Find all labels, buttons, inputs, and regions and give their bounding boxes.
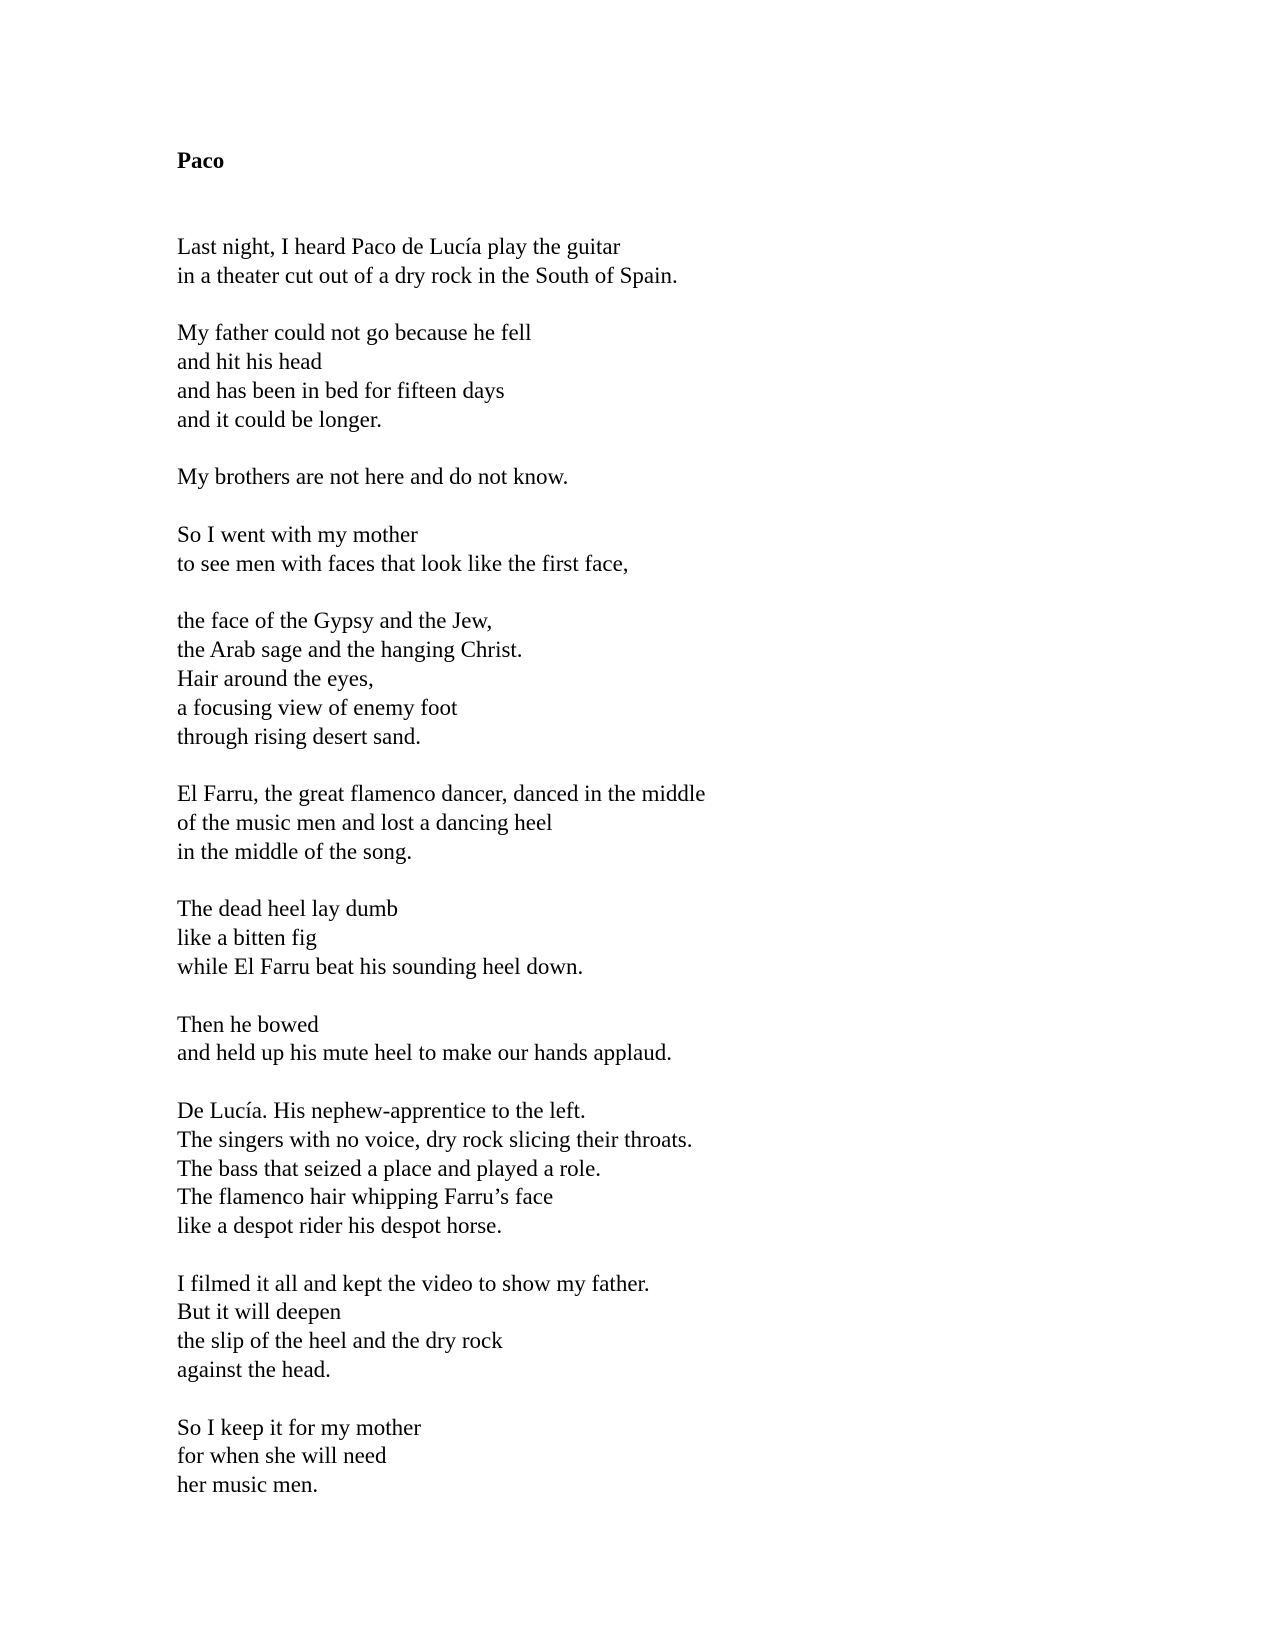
stanza xyxy=(177,319,1177,434)
poem-body xyxy=(177,233,1177,1529)
poem-line: for when she will need xyxy=(177,1443,387,1469)
poem-line: and hit his head xyxy=(177,349,322,375)
poem-line: her music men. xyxy=(177,1472,319,1498)
poem-line: of the music men and lost a dancing heel xyxy=(177,809,553,835)
poem-line: El Farru, the great flamenco dancer, danced in the middle xyxy=(177,781,706,807)
poem-line: the face of the Gypsy and the Jew, xyxy=(177,608,493,634)
poem-line: But it will deepen xyxy=(177,1299,342,1325)
stanza xyxy=(177,1414,1177,1500)
poem-line: De Lucía. His nephew-apprentice to the left. xyxy=(177,1097,586,1123)
poem-line: through rising desert sand. xyxy=(177,723,422,749)
stanza xyxy=(177,780,1177,866)
stanza xyxy=(177,607,1177,751)
poem-line: The flamenco hair whipping Farru’s face xyxy=(177,1184,554,1210)
poem-line: like a despot rider his despot horse. xyxy=(177,1213,503,1239)
poem-line: like a bitten fig xyxy=(177,925,317,951)
poem-line: and has been in bed for fifteen days xyxy=(177,377,505,403)
poem-line: So I keep it for my mother xyxy=(177,1414,422,1440)
poem-line: The bass that seized a place and played a role. xyxy=(177,1155,602,1181)
poem-line: a focusing view of enemy foot xyxy=(177,694,458,720)
poem-line: and held up his mute heel to make our hands applaud. xyxy=(177,1040,673,1066)
poem-line: in a theater cut out of a dry rock in the South of Spain. xyxy=(177,262,678,288)
poem-title: Paco xyxy=(177,148,225,173)
poem-line: Hair around the eyes, xyxy=(177,665,374,691)
poem-line: in the middle of the song. xyxy=(177,838,413,864)
poem-line: to see men with faces that look like the first face, xyxy=(177,550,629,576)
poem-line: the slip of the heel and the dry rock xyxy=(177,1328,503,1354)
stanza xyxy=(177,1011,1177,1069)
poem-line: The dead heel lay dumb xyxy=(177,896,398,922)
poem-line: Last night, I heard Paco de Lucía play the guitar xyxy=(177,234,621,259)
poem-line: The singers with no voice, dry rock slicing their throats. xyxy=(177,1126,693,1152)
stanza xyxy=(177,895,1177,981)
poem-line: My brothers are not here and do not know. xyxy=(177,464,569,490)
stanza xyxy=(177,521,1177,579)
stanza xyxy=(177,463,1177,492)
poem-line: the Arab sage and the hanging Christ. xyxy=(177,637,523,663)
poem-line: while El Farru beat his sounding heel down. xyxy=(177,953,584,979)
poem-line: against the head. xyxy=(177,1357,331,1383)
stanza xyxy=(177,233,1177,291)
poem-line: Then he bowed xyxy=(177,1011,319,1037)
poem-line: and it could be longer. xyxy=(177,406,383,432)
stanza xyxy=(177,1270,1177,1385)
poem-line: So I went with my mother xyxy=(177,521,418,547)
poem-line: My father could not go because he fell xyxy=(177,320,532,346)
poem-line: I filmed it all and kept the video to show my father. xyxy=(177,1270,650,1296)
stanza xyxy=(177,1097,1177,1241)
